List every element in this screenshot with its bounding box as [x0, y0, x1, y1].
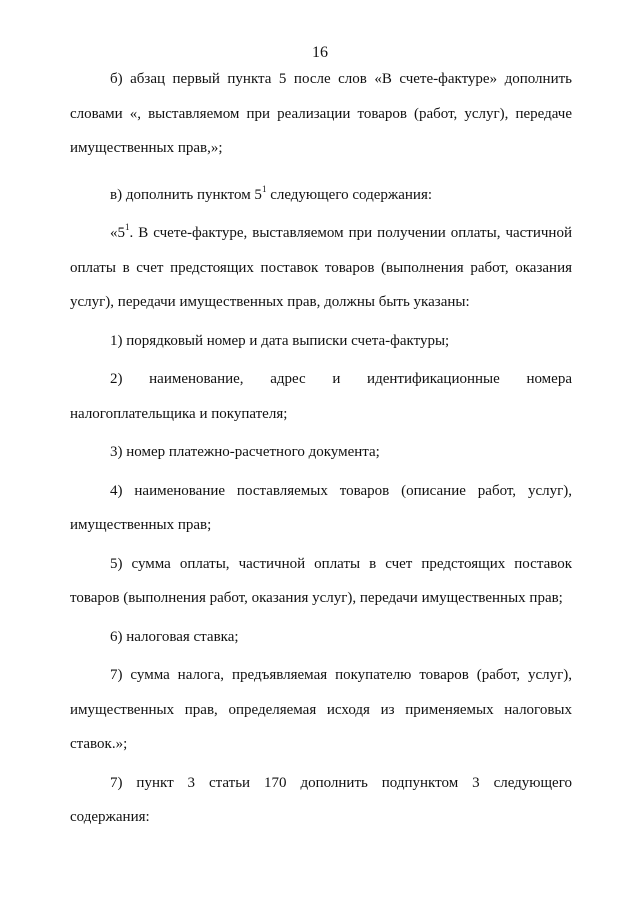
- paragraph-text: «5: [110, 225, 125, 241]
- paragraph-text: . В счете-фактуре, выставляемом при получении оплаты, частичной оплаты в счет предстоящих поставок товаров (выполнения работ, оказания услуг), передачи имущественных прав, должны быть указаны:: [70, 225, 572, 310]
- list-item-7: 7) сумма налога, предъявляемая покупателю товаров (работ, услуг), имущественных прав, определяемая исходя из применяемых налоговых ставок.»;: [70, 667, 572, 752]
- list-item-3: 3) номер платежно-расчетного документа;: [110, 444, 380, 460]
- paragraph-text: следующего содержания:: [266, 186, 433, 203]
- document-body: [70, 62, 572, 835]
- page-number: 16: [312, 44, 328, 61]
- paragraph-amendment-7: 7) пункт 3 статьи 170 дополнить подпунктом 3 следующего содержания:: [70, 774, 572, 825]
- paragraph-text: в) дополнить пунктом 5: [110, 186, 262, 203]
- list-item-1: 1) порядковый номер и дата выписки счета-фактуры;: [110, 332, 450, 349]
- superscript: 1: [125, 222, 130, 232]
- superscript: 1: [261, 183, 267, 194]
- list-item-2: 2) наименование, адрес и идентификационные номера налогоплательщика и покупателя;: [70, 371, 572, 422]
- list-item-4: 4) наименование поставляемых товаров (описание работ, услуг), имущественных прав;: [70, 482, 572, 533]
- list-item-6: 6) налоговая ставка;: [110, 628, 239, 645]
- paragraph-clause-5-1: [70, 216, 572, 320]
- paragraph-amendment-b: б) абзац первый пункта 5 после слов «В счете-фактуре» дополнить словами «, выставляемом при реализации товаров (работ, услуг), передаче имущественных прав,»;: [70, 71, 572, 156]
- paragraph-amendment-v: [70, 178, 572, 213]
- list-item-5: 5) сумма оплаты, частичной оплаты в счет предстоящих поставок товаров (выполнения работ, оказания услуг), передачи имущественных прав;: [70, 555, 572, 606]
